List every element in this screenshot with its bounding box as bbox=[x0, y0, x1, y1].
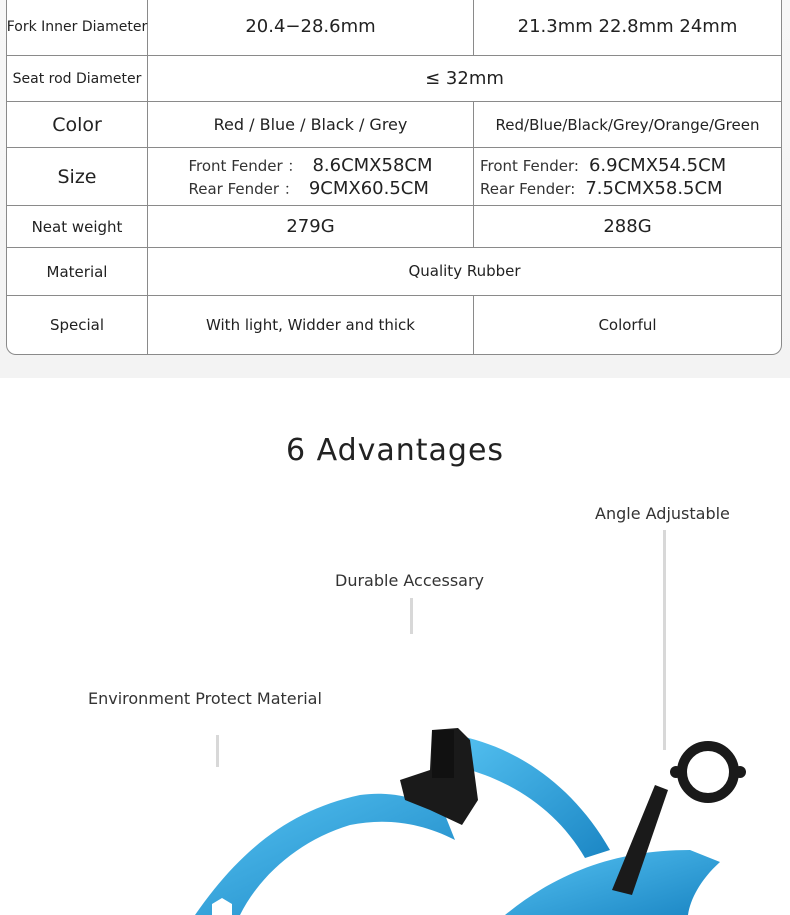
spec-table bbox=[6, 0, 782, 355]
row-label: Special bbox=[49, 316, 105, 334]
cell-value: ≤ 32mm bbox=[425, 68, 504, 89]
size-block bbox=[189, 155, 433, 199]
table-row bbox=[7, 0, 781, 56]
spec-section bbox=[0, 0, 790, 378]
row-label: Seat rod Diameter bbox=[12, 70, 142, 87]
cell-value: 20.4−28.6mm bbox=[245, 16, 376, 37]
cell-value: Red/Blue/Black/Grey/Orange/Green bbox=[495, 115, 760, 134]
callout-durable-accessary: Durable Accessary bbox=[335, 571, 484, 590]
cell-value: Red / Blue / Black / Grey bbox=[213, 115, 408, 134]
clamp-block bbox=[432, 730, 454, 778]
front-fender bbox=[505, 850, 720, 915]
callout-environment-material: Environment Protect Material bbox=[88, 689, 322, 708]
table-row bbox=[7, 56, 781, 102]
size-key: Front Fender ： bbox=[188, 156, 303, 175]
size-key: Rear Fender ： bbox=[188, 179, 299, 198]
size-value: 8.6CMX58CM bbox=[312, 154, 433, 176]
row-label: Material bbox=[46, 262, 108, 281]
row-label: Neat weight bbox=[31, 217, 123, 236]
table-row bbox=[7, 296, 781, 354]
size-value: 7.5CMX58.5CM bbox=[585, 177, 723, 199]
row-label: Color bbox=[52, 113, 102, 136]
size-value: 6.9CMX54.5CM bbox=[588, 154, 727, 176]
size-block bbox=[480, 155, 726, 199]
section-title: 6 Advantages bbox=[285, 433, 505, 468]
cell-value: 21.3mm 22.8mm 24mm bbox=[517, 16, 738, 37]
cell-value: 279G bbox=[286, 216, 335, 237]
front-fender-blade bbox=[455, 735, 610, 858]
table-row bbox=[7, 206, 781, 248]
rear-fender bbox=[195, 794, 455, 915]
clamp-hex bbox=[696, 758, 720, 786]
cell-value: Quality Rubber bbox=[408, 262, 521, 280]
row-label: Size bbox=[57, 165, 97, 188]
size-key: Rear Fender: bbox=[480, 179, 576, 198]
cell-value: Colorful bbox=[598, 316, 657, 334]
cell-value: With light, Widder and thick bbox=[206, 316, 415, 334]
table-row bbox=[7, 248, 781, 296]
callout-pointer bbox=[410, 598, 413, 634]
cell-value: 288G bbox=[603, 216, 652, 237]
callout-angle-adjustable: Angle Adjustable bbox=[595, 504, 730, 523]
fender-product-image bbox=[0, 700, 790, 915]
table-row bbox=[7, 102, 781, 148]
size-key: Front Fender: bbox=[480, 156, 579, 175]
row-label: Fork Inner Diameter bbox=[6, 18, 148, 35]
size-value: 9CMX60.5CM bbox=[308, 177, 429, 199]
table-row bbox=[7, 148, 781, 206]
